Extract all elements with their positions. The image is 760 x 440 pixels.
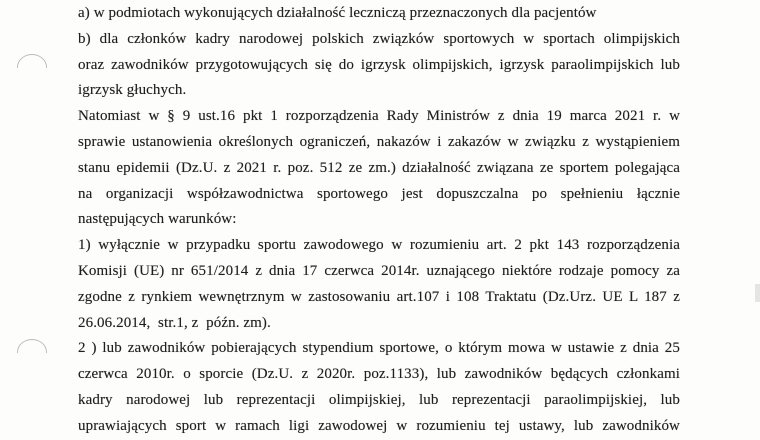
text-line: 2 ) lub zawodników pobierających stypendium sportowe, o którym mowa w ustawie z dnia 25 [78, 340, 680, 357]
text-line: zgodne z rynkiem wewnętrznym w zastosowaniu art.107 i 108 Traktatu (Dz.Urz. UE L 187 z [78, 288, 680, 305]
punch-hole-mark-bottom [17, 339, 47, 353]
text-line: 26.06.2014, str.1, z późn. zm). [78, 314, 271, 331]
text-line: 1) wyłącznie w przypadku sportu zawodowego w rozumieniu art. 2 pkt 143 rozporządzenia [78, 237, 680, 254]
text-line: Natomiast w § 9 ust.16 pkt 1 rozporządzenia Rady Ministrów z dnia 19 marca 2021 r. w [78, 108, 680, 125]
text-line: a) w podmiotach wykonujących działalność leczniczą przeznaczonych dla pacjentów [78, 5, 597, 21]
text-line: igrzysk głuchych. [78, 82, 187, 99]
text-line: oraz zawodników przygotowujących się do igrzysk olimpijskich, igrzysk paraolimpijskich lub [78, 56, 680, 73]
text-line: na organizacji współzawodnictwa sportowego jest dopuszczalna po spełnieniu łącznie [78, 185, 680, 202]
text-line: kadry narodowej lub reprezentacji olimpijskiej, lub reprezentacji paraolimpijskiej, lub [78, 391, 680, 408]
text-line: stanu epidemii (Dz.U. z 2021 r. poz. 512 ze zm.) działalność związana ze sportem polegająca [78, 159, 680, 176]
text-line: uprawiających sport w ramach ligi zawodowej w rozumieniu tej ustawy, lub zawodników [78, 417, 680, 434]
text-lines [78, 1, 680, 440]
scan-edge-smudge [755, 284, 760, 302]
text-line: następujących warunków: [78, 211, 237, 228]
text-line: czerwca 2010r. o sporcie (Dz.U. z 2020r. poz.1133), lub zawodników będących członkami [78, 366, 680, 383]
punch-hole-mark-top [17, 54, 47, 68]
text-line: Komisji (UE) nr 651/2014 z dnia 17 czerwca 2014r. uznającego niektóre rodzaje pomocy za [78, 262, 680, 279]
text-line: sprawie ustanowienia określonych ograniczeń, nakazów i zakazów w związku z wystąpieniem [78, 133, 680, 150]
text-line: b) dla członków kadry narodowej polskich związków sportowych w sportach olimpijskich [78, 30, 680, 47]
